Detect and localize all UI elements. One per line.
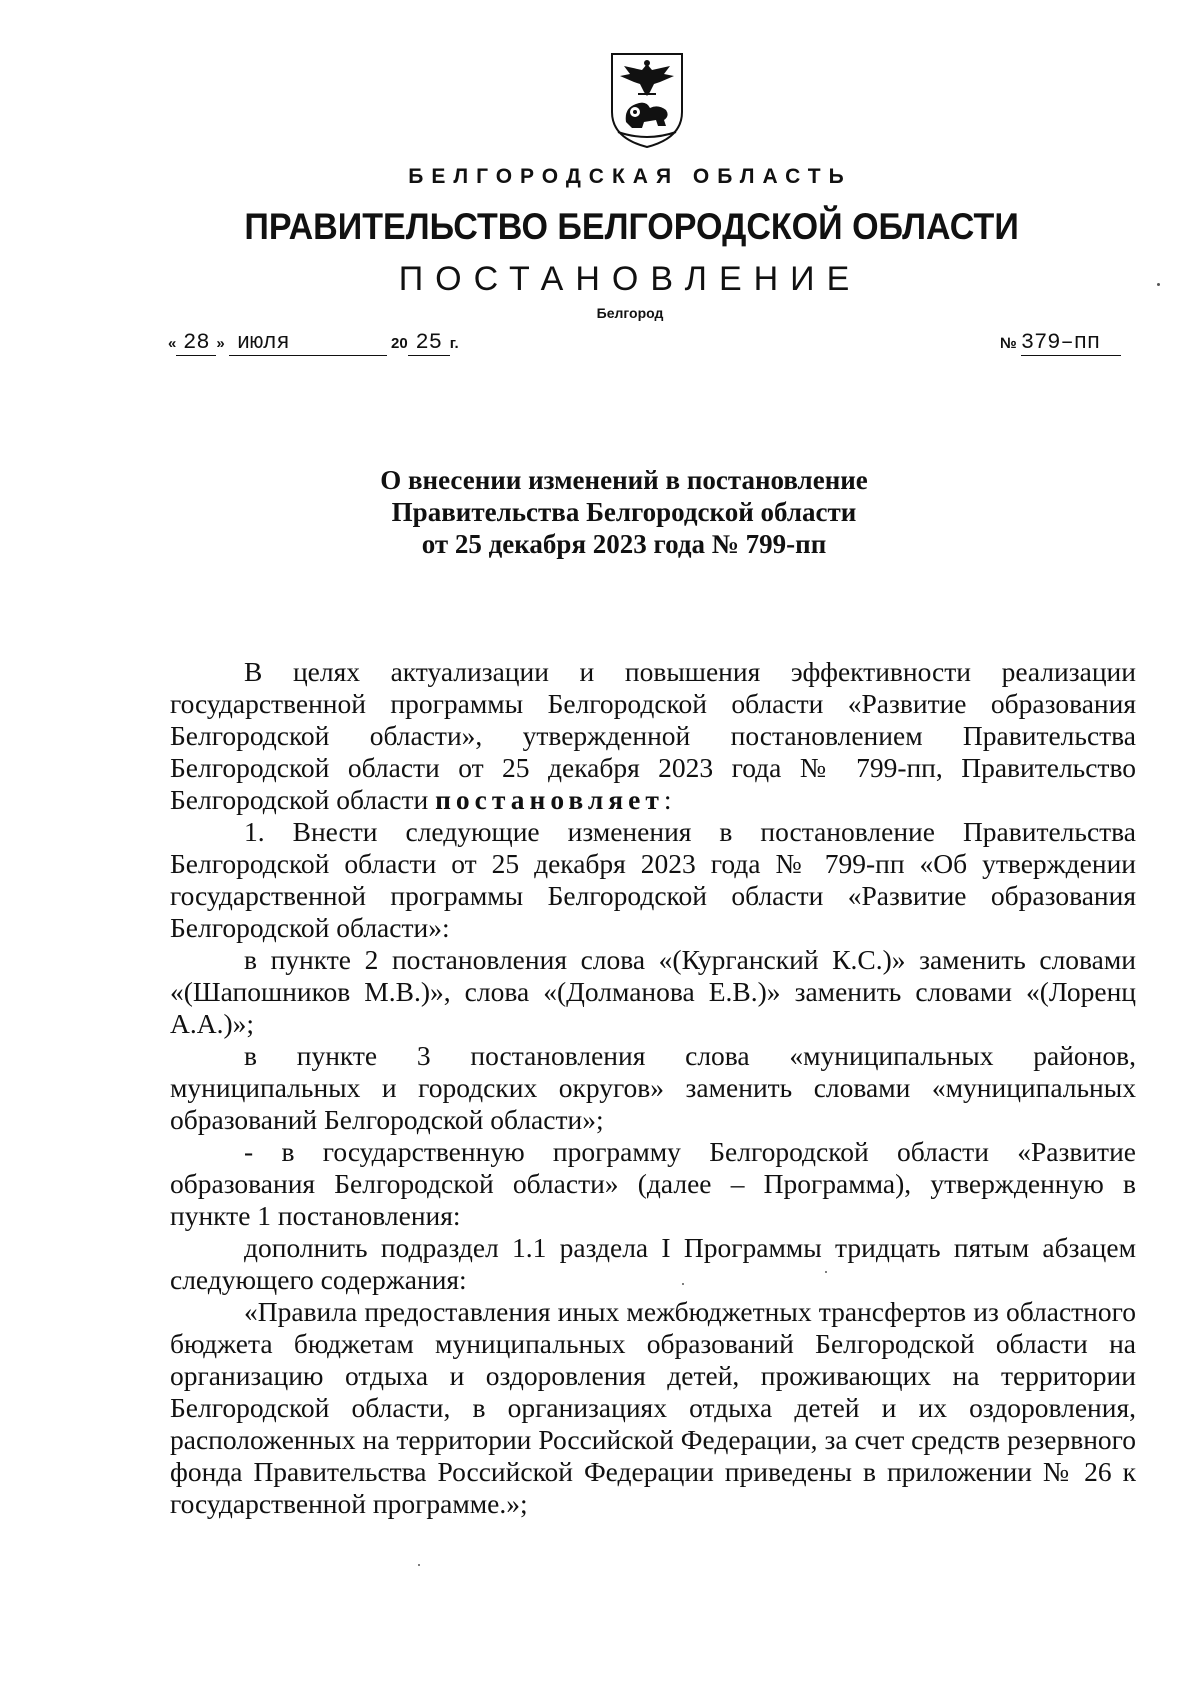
subject-line: от 25 декабря 2023 года № 799-пп: [421, 529, 827, 559]
scan-speck: [825, 1271, 827, 1273]
number-label: №: [1000, 335, 1017, 352]
document-date: [168, 330, 459, 356]
coat-of-arms-icon: [604, 50, 690, 150]
subject-line: О внесении изменений в постановление: [380, 465, 868, 495]
date-open-quote: «: [168, 335, 177, 352]
number-value: 379–пп: [1021, 330, 1121, 356]
document-body: [170, 656, 1136, 1520]
subject-line: Правительства Белгородской области: [391, 497, 857, 527]
paragraph: дополнить подраздел 1.1 раздела I Программы тридцать пятым абзацем следующего содержания:: [170, 1232, 1136, 1295]
scan-speck: [682, 1283, 684, 1285]
paragraph-preamble: [170, 656, 1136, 816]
date-month: июля: [229, 330, 387, 356]
date-year: 25: [408, 330, 450, 356]
paragraph: в пункте 3 постановления слова «муниципальных районов, муниципальных и городских округов» заменить словами «муниципальных образований Белгородской области»;: [170, 1040, 1136, 1135]
date-year-prefix: 20: [391, 335, 408, 352]
date-day: 28: [176, 330, 216, 356]
document-number: [1000, 330, 1121, 356]
government-title: ПРАВИТЕЛЬСТВО БЕЛГОРОДСКОЙ ОБЛАСТИ: [244, 206, 1019, 247]
scan-speck: [418, 1564, 420, 1566]
paragraph: в пункте 2 постановления слова «(Курганский К.С.)» заменить словами «(Шапошников М.В.)», слова «(Долманова Е.В.)» заменить словами «(Лоренц А.А.)»;: [170, 944, 1136, 1039]
document-subject: [0, 464, 1200, 560]
decree-word: постановляет: [435, 784, 664, 815]
date-year-suffix: г.: [449, 335, 459, 352]
preamble-end: :: [663, 784, 672, 815]
paragraph-item-1: 1. Внести следующие изменения в постановление Правительства Белгородской области от 25 декабря 2023 года № 799-пп «Об утверждении государственной программы Белгородской области «Развитие образования Белгородской области»:: [170, 816, 1136, 943]
region-title: БЕЛГОРОДСКАЯ ОБЛАСТЬ: [408, 165, 852, 188]
document-kind: ПОСТАНОВЛЕНИЕ: [398, 260, 862, 298]
scan-speck: [1157, 283, 1160, 286]
preamble-text: В целях актуализации и повышения эффективности реализации государственной программы Белгородской области «Развитие образования Белгородской области», утвержденной постановлением Правительства Белгородской области от 25 декабря 2023 года № 799-пп, Правительство Белгородской области: [170, 656, 1136, 815]
date-close-quote: »: [216, 335, 225, 352]
city-label: Белгород: [596, 305, 664, 321]
paragraph-quote: «Правила предоставления иных межбюджетных трансфертов из областного бюджета бюджетам муниципальных образований Белгородской области на организацию отдыха и оздоровления детей, проживающих на территории Белгородской области, в организациях отдыха детей и их оздоровления, расположенных на территории Российской Федерации, за счет средств резервного фонда Правительства Российской Федерации приведены в приложении № 26 к государственной программе.»;: [170, 1296, 1136, 1519]
paragraph: - в государственную программу Белгородской области «Развитие образования Белгородской области» (далее – Программа), утвержденную в пункте 1 постановления:: [170, 1136, 1136, 1231]
